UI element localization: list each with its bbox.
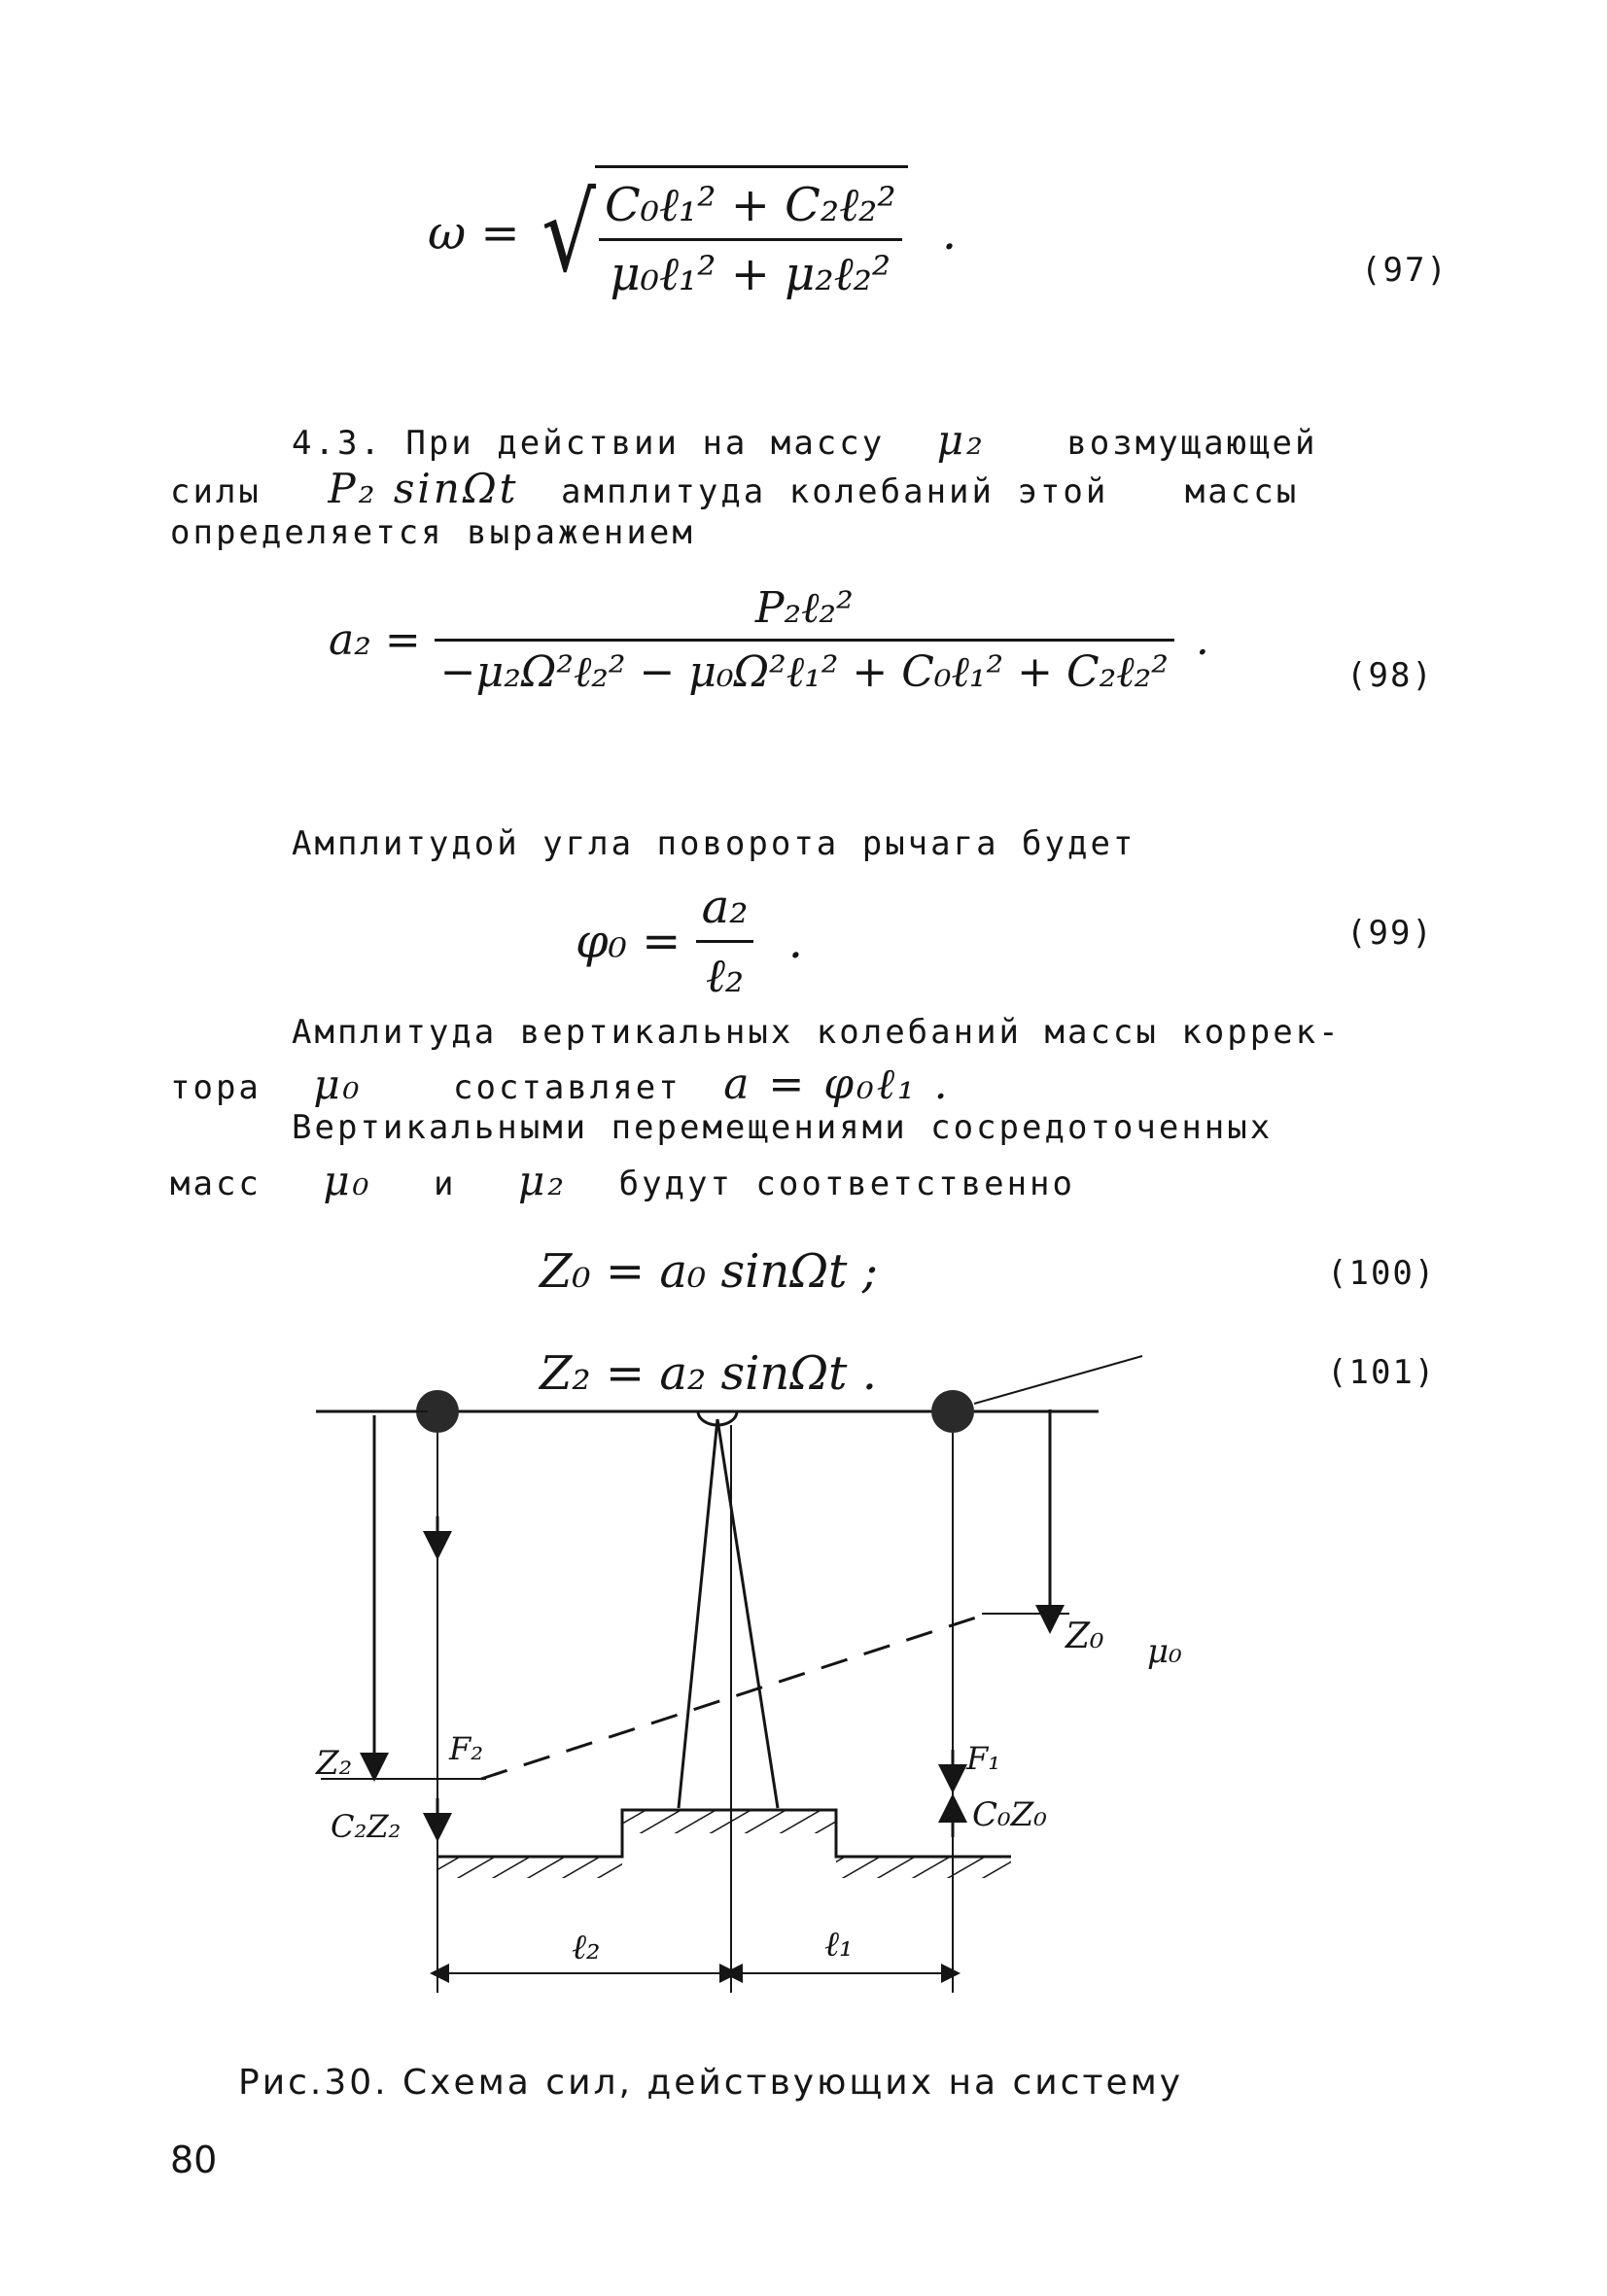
eq101-number: (101) xyxy=(1327,1353,1437,1392)
eq97-denominator: μ₀ℓ₁² + μ₂ℓ₂² xyxy=(610,247,891,301)
ground-hatch-left xyxy=(437,1857,622,1878)
eq98-denominator: −μ₂Ω²ℓ₂² − μ₀Ω²ℓ₁² + C₀ℓ₁² + C₂ℓ₂² xyxy=(439,647,1169,697)
para3-line2-text-a: тора xyxy=(170,1068,262,1107)
sqrt-sign: √ xyxy=(541,171,596,296)
eq98-numerator: P₂ℓ₂² xyxy=(435,583,1174,642)
eq98-number: (98) xyxy=(1346,656,1434,695)
para1-line1-text-b: возмущающей xyxy=(1066,424,1318,463)
eq98-lhs: a₂ = xyxy=(329,615,421,665)
pivot-support-left xyxy=(679,1419,717,1808)
label-l2: ℓ₂ xyxy=(572,1928,601,1967)
para1-line2-text-b: амплитуда колебаний этой xyxy=(561,472,1109,511)
eq97-lhs: ω = xyxy=(428,206,520,261)
eq99-denominator: ℓ₂ xyxy=(705,949,745,1003)
label-f1: F₁ xyxy=(966,1740,1001,1777)
equation-100: Z₀ = a₀ sinΩt ; xyxy=(540,1244,878,1299)
para2-line: Амплитудой угла поворота рычага будет xyxy=(292,824,1136,863)
eq100-number: (100) xyxy=(1327,1254,1437,1293)
para1-line2-text-a: силы xyxy=(170,472,262,511)
para4-line2-symbol-2: μ₂ xyxy=(517,1157,568,1204)
mass-mu0 xyxy=(931,1390,974,1433)
eq97-numerator: C₀ℓ₁² + C₂ℓ₂² xyxy=(599,178,902,241)
eq99-period: . xyxy=(787,914,803,969)
eq99-number: (99) xyxy=(1346,914,1434,953)
eq97-period: . xyxy=(941,206,958,261)
para3-line2-equation: a = φ₀ℓ₁ . xyxy=(723,1060,951,1109)
para4-line2-symbol-1: μ₀ xyxy=(323,1157,372,1204)
eq98-period: . xyxy=(1195,615,1209,665)
eq99-lhs: φ₀ = xyxy=(576,914,681,969)
label-z0: Z₀ xyxy=(1066,1617,1104,1656)
label-mu0: μ₀ xyxy=(1147,1632,1182,1671)
label-l1: ℓ₁ xyxy=(824,1925,854,1965)
mu0-leader xyxy=(974,1356,1142,1404)
para1-line2-text-c: массы xyxy=(1184,472,1300,511)
para1-line1-symbol: μ₂ xyxy=(936,416,986,464)
eq99-numerator: a₂ xyxy=(696,880,754,943)
para4-line2-text-b: будут соответственно xyxy=(618,1165,1075,1203)
para1-line3: определяется выражением xyxy=(170,513,695,552)
pivot-support-right xyxy=(717,1419,778,1808)
equation-101: Z₂ = a₂ sinΩt . xyxy=(540,1346,877,1401)
page-number: 80 xyxy=(170,2139,218,2181)
para4-line2-and: и xyxy=(434,1165,457,1203)
label-z2: Z₂ xyxy=(316,1744,353,1783)
label-c0z0: C₀Z₀ xyxy=(972,1795,1047,1834)
figure-caption: Рис.30. Схема сил, действующих на систему xyxy=(238,2063,1184,2103)
label-f2: F₂ xyxy=(449,1730,484,1767)
para3-line1: Амплитуда вертикальных колебаний массы коррек- xyxy=(292,1013,1342,1052)
para3-line2-text-b: составляет xyxy=(453,1068,681,1107)
ground-hatch-right xyxy=(836,1857,1011,1878)
para1-line2-symbol: P₂ sinΩt xyxy=(328,465,519,512)
ground-hatch-center xyxy=(622,1810,836,1833)
eq97-number: (97) xyxy=(1361,251,1449,290)
para4-line1: Вертикальными перемещениями сосредоточенных xyxy=(292,1108,1274,1147)
label-c2z2: C₂Z₂ xyxy=(331,1808,402,1845)
para3-line2-symbol: μ₀ xyxy=(313,1061,363,1108)
para1-line1-text-a: 4.3. При действии на массу xyxy=(292,424,886,463)
para4-line2-text-a: масс xyxy=(170,1165,262,1203)
